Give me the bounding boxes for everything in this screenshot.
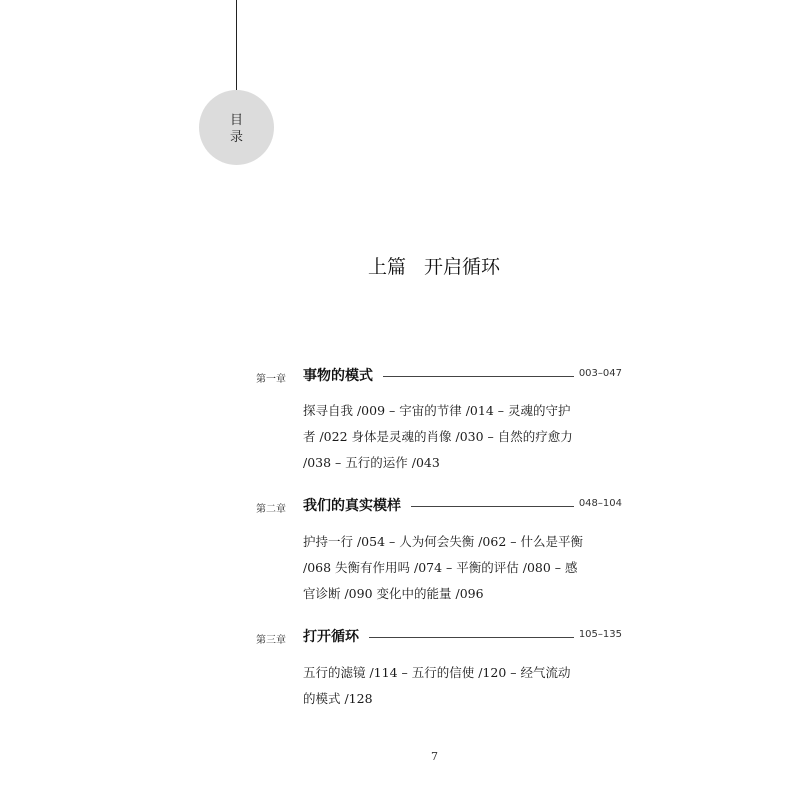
part-name: 开启循环 — [424, 256, 501, 278]
chapter-title: 打开循环 — [303, 629, 359, 645]
part-prefix: 上篇 — [368, 256, 407, 278]
chapter-heading[interactable] — [0, 494, 800, 520]
leader-line — [411, 506, 574, 507]
chapter-number: 第二章 — [256, 504, 286, 515]
toc-badge-char-1: 目 — [229, 113, 243, 128]
entry-line: 探寻自我 /009 – 宇宙的节律 /014 – 灵魂的守护 — [303, 403, 571, 418]
entry-line: 的模式 /128 — [303, 691, 373, 706]
chapter-heading[interactable] — [0, 364, 800, 390]
entry-line: 护持一行 /054 – 人为何会失衡 /062 – 什么是平衡 — [303, 534, 583, 549]
chapter-entries — [303, 529, 583, 607]
entry-line: 五行的滤镜 /114 – 五行的信使 /120 – 经气流动 — [303, 665, 571, 680]
entry-line: 官诊断 /090 变化中的能量 /096 — [303, 586, 484, 601]
entry-line: /038 – 五行的运作 /043 — [303, 455, 440, 470]
decorative-vertical-line — [236, 0, 237, 100]
toc-badge — [199, 90, 274, 165]
leader-line — [369, 637, 574, 638]
chapter-title: 事物的模式 — [303, 368, 373, 384]
chapter-number: 第三章 — [256, 635, 286, 646]
chapter-page-range: 003–047 — [578, 368, 622, 379]
page-number: 7 — [431, 750, 438, 763]
chapter-heading[interactable] — [0, 625, 800, 651]
toc-badge-char-2: 录 — [229, 130, 243, 145]
chapter-number: 第一章 — [256, 374, 286, 385]
chapter-page-range: 048–104 — [578, 498, 622, 509]
leader-line — [383, 376, 574, 377]
chapter-entries — [303, 398, 573, 476]
entry-line: /068 失衡有作用吗 /074 – 平衡的评估 /080 – 感 — [303, 560, 578, 575]
part-title — [368, 252, 500, 279]
chapter-title: 我们的真实模样 — [303, 498, 401, 514]
chapter-page-range: 105–135 — [578, 629, 622, 640]
chapter-entries — [303, 660, 570, 712]
entry-line: 者 /022 身体是灵魂的肖像 /030 – 自然的疗愈力 — [303, 429, 573, 444]
